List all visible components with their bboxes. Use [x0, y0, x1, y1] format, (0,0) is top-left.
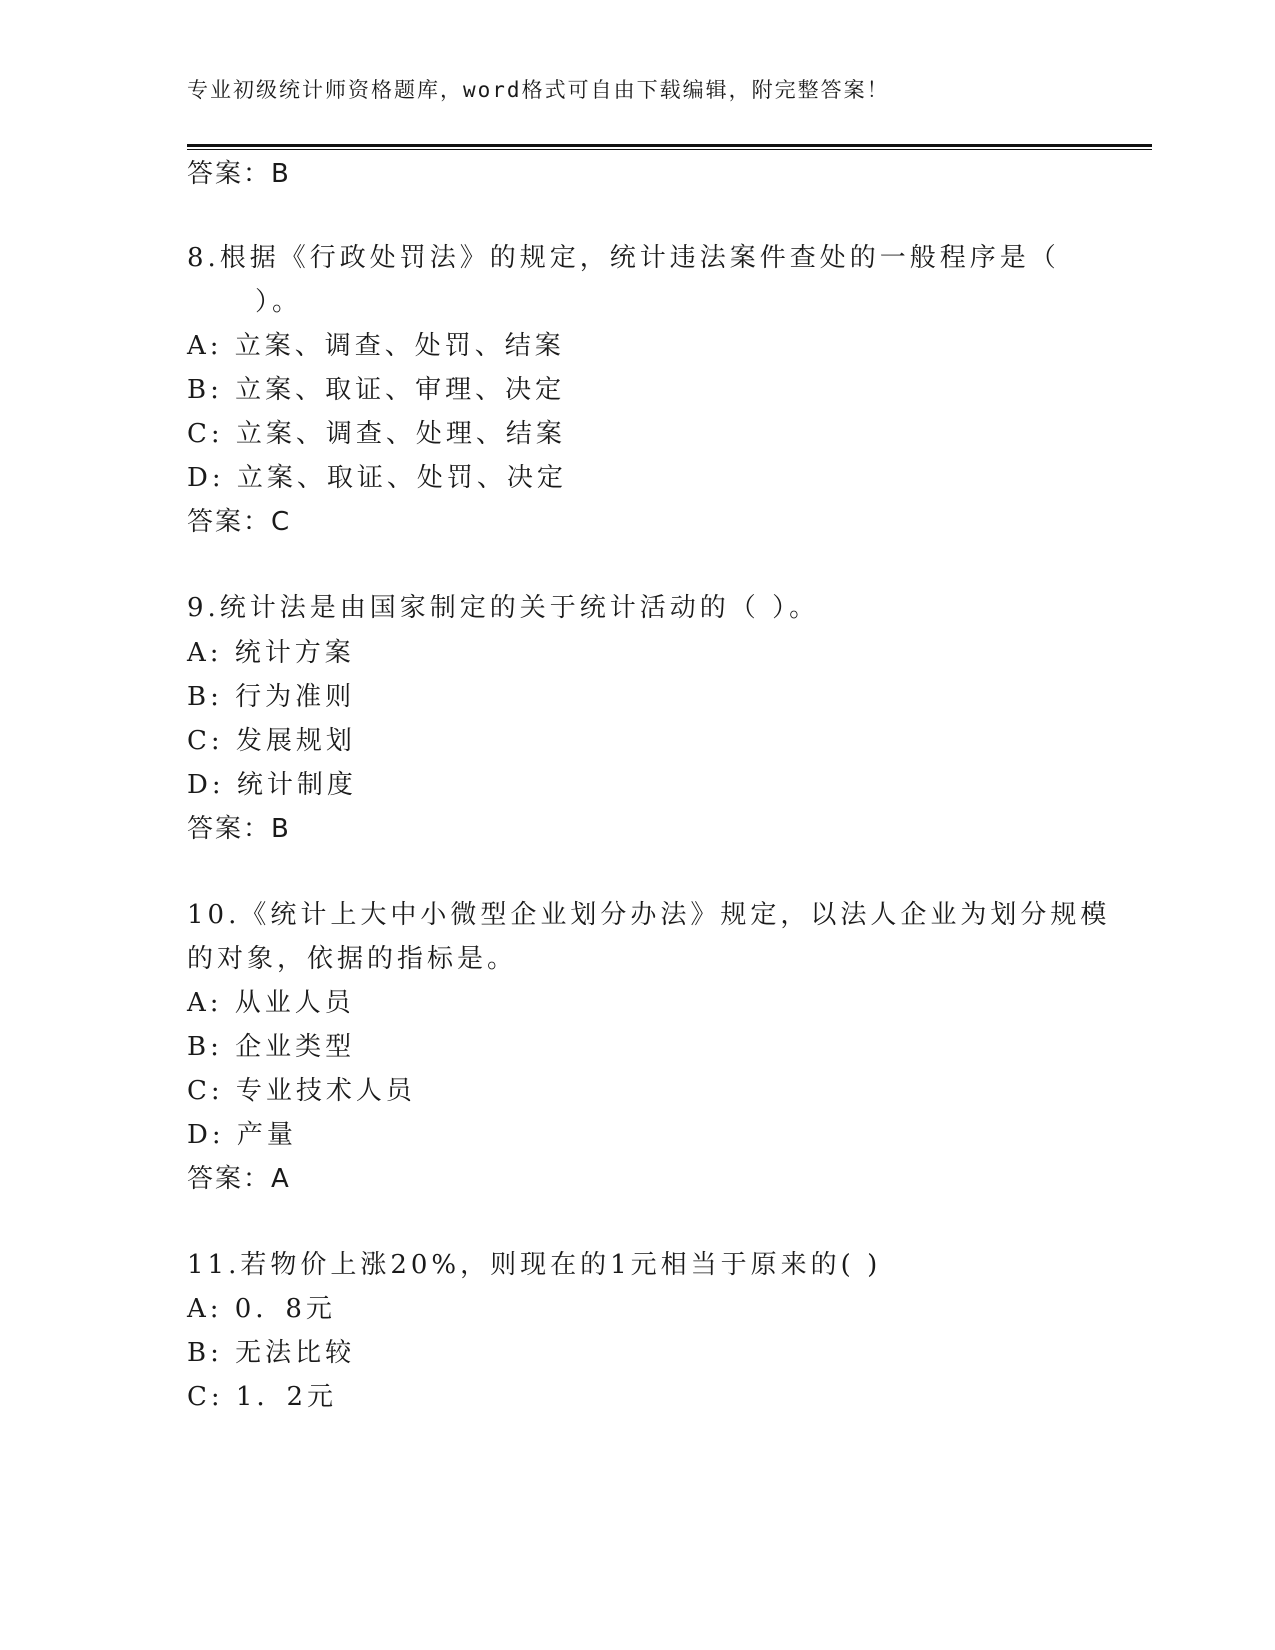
question-11-stem: 11.若物价上涨20%，则现在的1元相当于原来的( )	[187, 1250, 882, 1280]
question-8-stem: 8.根据《行政处罚法》的规定，统计违法案件查处的一般程序是（	[187, 243, 1060, 273]
question-9-option-a: A: 统计方案	[187, 638, 355, 668]
question-10-option-b: B: 企业类型	[187, 1032, 356, 1062]
header-divider	[187, 144, 1152, 147]
question-11-option-c: C: 1．2元	[187, 1382, 338, 1412]
header-divider-thin	[187, 149, 1152, 150]
question-11-option-b: B: 无法比较	[187, 1338, 356, 1368]
question-8-option-c: C: 立案、调查、处理、结案	[187, 419, 566, 449]
question-8-answer: 答案：C	[187, 507, 292, 537]
question-8-stem-cont: ）。	[255, 287, 303, 317]
question-10-option-d: D: 产量	[187, 1120, 297, 1150]
question-9-option-c: C: 发展规划	[187, 726, 356, 756]
question-9-option-d: D: 统计制度	[187, 770, 357, 800]
question-8-option-d: D: 立案、取证、处罚、决定	[187, 463, 567, 493]
question-10-stem: 10.《统计上大中小微型企业划分办法》规定，以法人企业为划分规模	[187, 900, 1111, 930]
question-10-stem-cont: 的对象，依据的指标是。	[187, 944, 518, 974]
question-10-option-c: C: 专业技术人员	[187, 1076, 416, 1106]
question-11-option-a: A: 0．8元	[187, 1294, 336, 1324]
question-10-answer: 答案：A	[187, 1164, 291, 1194]
question-8-option-b: B: 立案、取证、审理、决定	[187, 375, 566, 405]
question-9-answer: 答案：B	[187, 814, 291, 844]
question-8-option-a: A: 立案、调查、处罚、结案	[187, 331, 565, 361]
question-10-option-a: A: 从业人员	[187, 988, 355, 1018]
question-9-option-b: B: 行为准则	[187, 682, 356, 712]
question-9-stem: 9.统计法是由国家制定的关于统计活动的（ ）。	[187, 593, 820, 623]
page-header: 专业初级统计师资格题库，word格式可自由下载编辑，附完整答案！	[187, 78, 890, 102]
answer-previous: 答案：B	[187, 159, 291, 189]
